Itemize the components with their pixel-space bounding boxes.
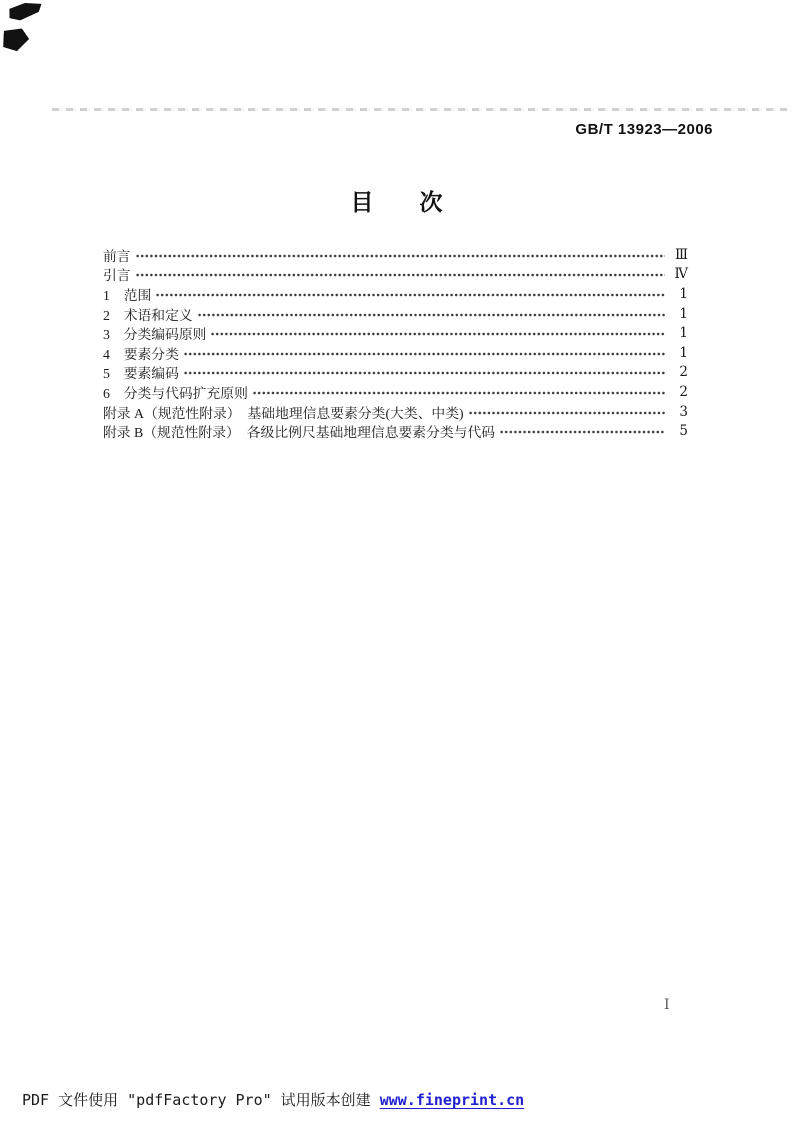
toc-entry-page: 1: [679, 325, 688, 342]
dot-leader: [500, 425, 665, 439]
toc-entry-label: 3 分类编码原则: [103, 327, 207, 343]
toc-entry-page: 3: [679, 403, 688, 420]
toc: [103, 245, 688, 441]
toc-row: [103, 265, 688, 285]
toc-entry-page: 2: [679, 383, 688, 400]
dot-leader: [469, 406, 665, 420]
dot-leader: [156, 288, 665, 302]
toc-row: [103, 245, 688, 265]
toc-row: [103, 382, 688, 402]
toc-row: [103, 421, 688, 441]
scan-artifact-bottom: [2, 27, 30, 53]
toc-entry-label: 2 术语和定义: [103, 307, 193, 323]
toc-entry-page: 2: [679, 364, 688, 381]
page-number: Ⅰ: [664, 997, 670, 1013]
scan-artifact-top: [8, 2, 42, 21]
toc-row: [103, 402, 688, 422]
toc-entry-label: 5 要素编码: [103, 366, 179, 382]
dot-leader: [136, 249, 665, 263]
doc-number: GB/T 13923—2006: [575, 121, 713, 138]
toc-entry-label: 前言: [103, 248, 131, 264]
dot-leader: [211, 327, 665, 341]
toc-entry-page: Ⅳ: [674, 266, 688, 283]
toc-row: [103, 284, 688, 304]
toc-entry-page: 1: [679, 305, 688, 322]
toc-row: [103, 304, 688, 324]
dot-leader: [198, 308, 665, 322]
toc-entry-label: 4 要素分类: [103, 346, 179, 362]
toc-entry-page: 5: [679, 423, 688, 440]
page-title: 目 次: [350, 189, 443, 215]
dot-leader: [184, 347, 665, 361]
toc-entry-page: Ⅲ: [674, 246, 688, 263]
scan-line-artifact: [52, 108, 787, 111]
toc-entry-page: 1: [679, 344, 688, 361]
fineprint-link[interactable]: www.fineprint.cn: [379, 1091, 525, 1109]
watermark-text: PDF 文件使用 "pdfFactory Pro" 试用版本创建: [22, 1091, 380, 1109]
dot-leader: [253, 386, 665, 400]
toc-row: [103, 343, 688, 363]
toc-entry-label: 1 范围: [103, 287, 152, 303]
toc-entry-label: 6 分类与代码扩充原则: [103, 385, 248, 401]
toc-entry-label: 附录 B（规范性附录） 各级比例尺基础地理信息要素分类与代码: [103, 425, 496, 441]
toc-entry-label: 附录 A（规范性附录） 基础地理信息要素分类(大类、中类): [103, 405, 464, 421]
toc-row: [103, 323, 688, 343]
dot-leader: [136, 268, 665, 282]
toc-entry-label: 引言: [103, 268, 131, 284]
pdf-watermark-footer: [22, 1089, 524, 1110]
toc-entry-page: 1: [679, 285, 688, 302]
toc-row: [103, 363, 688, 383]
dot-leader: [184, 366, 665, 380]
